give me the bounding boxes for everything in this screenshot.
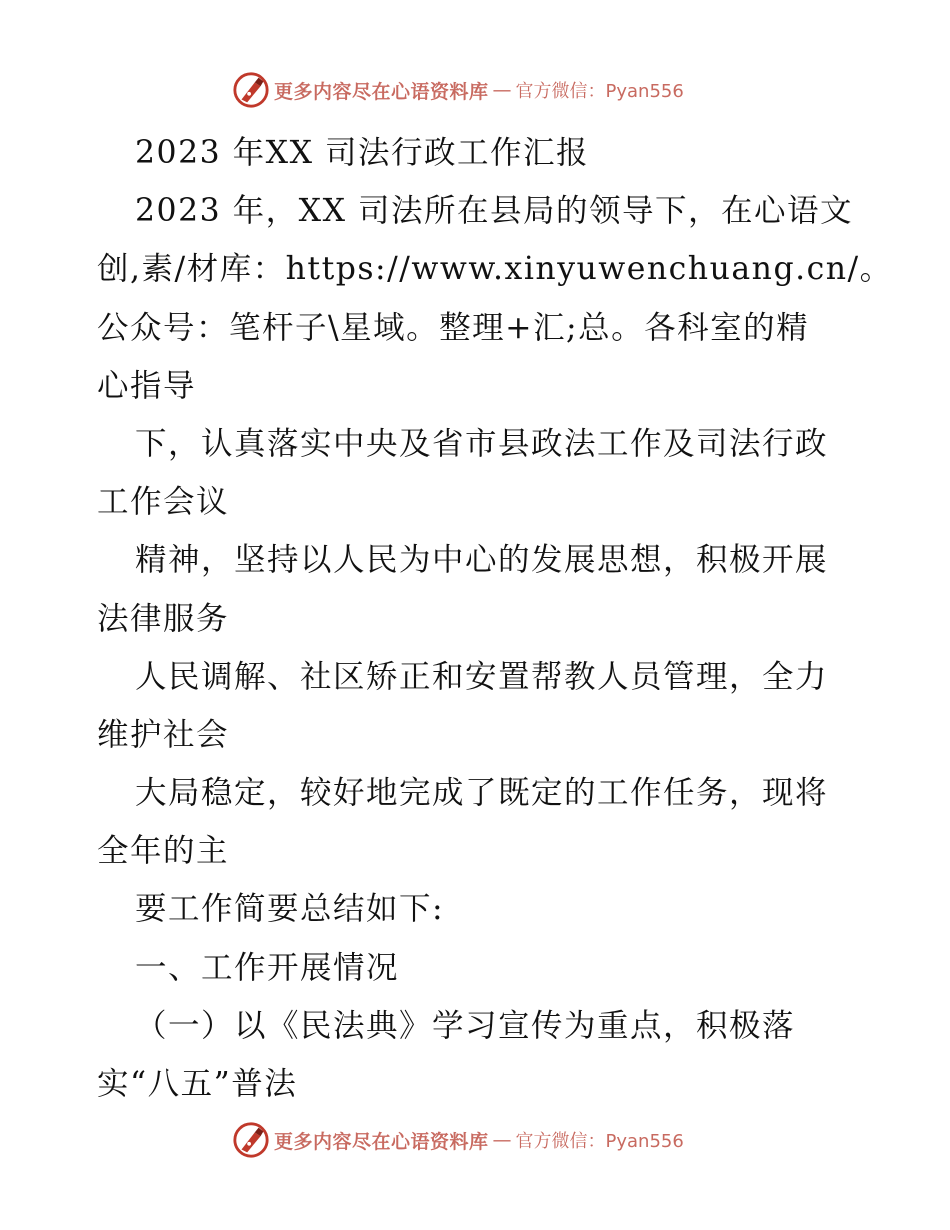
paragraph-line: 全年的主 — [97, 833, 230, 870]
paragraph-line: 工作会议 — [97, 484, 230, 521]
watermark-separator: — — [492, 79, 512, 101]
watermark-wechat-text: 官方微信：Pyan556 — [515, 81, 684, 102]
paragraph-line: 法律服务 — [97, 600, 230, 637]
paragraph-line: 心指导 — [97, 367, 197, 404]
paragraph-line: 精神，坚持以人民为中心的发展思想，积极开展 — [135, 542, 829, 579]
paragraph-line: 公众号：笔杆子\星域。整理+汇;总。各科室的精 — [97, 309, 810, 346]
document-body — [97, 124, 893, 1113]
paragraph-line: 维护社会 — [97, 716, 230, 753]
paragraph-line: 要工作简要总结如下: — [135, 891, 445, 928]
pen-nib-logo-icon — [232, 71, 270, 109]
watermark-promo-text: 更多内容尽在心语资料库 — [274, 80, 489, 103]
pen-nib-logo-icon — [232, 1121, 270, 1159]
subsection-heading: （一）以《民法典》学习宣传为重点，积极落 — [135, 1007, 796, 1044]
watermark-banner-bottom — [232, 1120, 684, 1160]
watermark-wechat-text: 官方微信：Pyan556 — [515, 1131, 684, 1152]
section-heading: 一、工作开展情况 — [135, 949, 400, 986]
paragraph-line: 实“八五”普法 — [97, 1066, 298, 1102]
watermark-separator: — — [492, 1129, 512, 1151]
paragraph-line: 下，认真落实中央及省市县政法工作及司法行政 — [135, 425, 829, 462]
paragraph-line: 创,素/材库：https://www.xinyuwenchuang.cn/。 — [97, 251, 893, 288]
paragraph-line: 人民调解、社区矫正和安置帮教人员管理，全力 — [135, 658, 829, 695]
watermark-banner-top — [232, 70, 684, 110]
paragraph-line: 2023 年，XX 司法所在县局的领导下，在心语文 — [135, 193, 854, 230]
document-title: 2023 年XX 司法行政工作汇报 — [135, 135, 590, 171]
paragraph-line: 大局稳定，较好地完成了既定的工作任务，现将 — [135, 775, 829, 812]
watermark-promo-text: 更多内容尽在心语资料库 — [274, 1130, 489, 1153]
